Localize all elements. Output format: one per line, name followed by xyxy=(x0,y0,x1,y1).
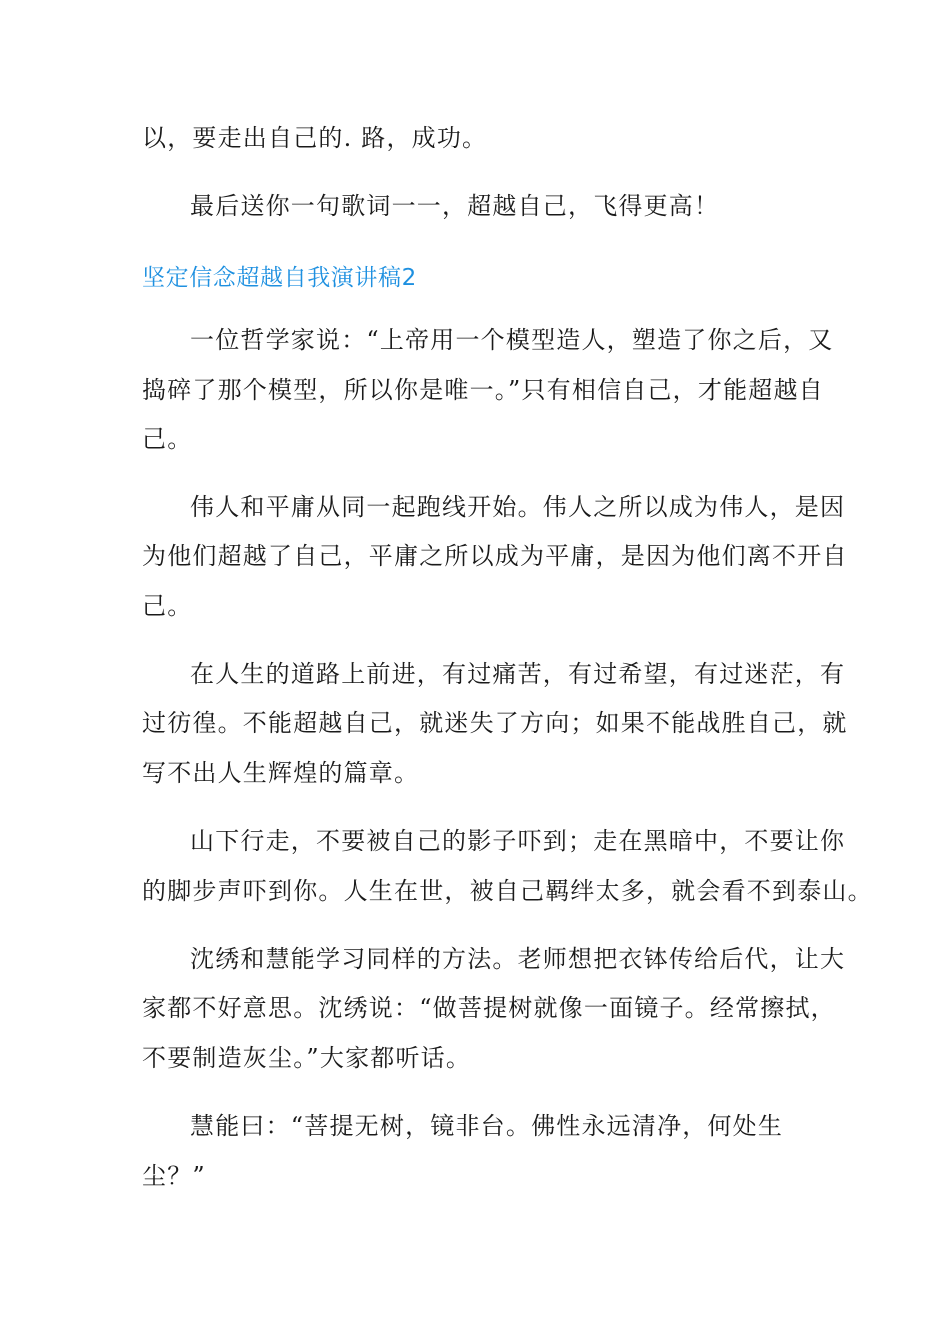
paragraph-line: 慧能曰：“菩提无树，镜非台。佛性永远清净，何处生 xyxy=(190,1112,784,1140)
paragraph-line: 尘？” xyxy=(142,1162,206,1190)
paragraph-line: 过彷徨。不能超越自己，就迷失了方向；如果不能战胜自己，就 xyxy=(142,709,848,737)
paragraph-line: 一位哲学家说：“上帝用一个模型造人，塑造了你之后，又 xyxy=(190,326,834,354)
paragraph-line: 在人生的道路上前进，有过痛苦，有过希望，有过迷茫，有 xyxy=(190,660,846,688)
paragraph-line: 沈绣和慧能学习同样的方法。老师想把衣钵传给后代，让大 xyxy=(190,945,846,973)
paragraph-line: 山下行走，不要被自己的影子吓到；走在黑暗中，不要让你 xyxy=(190,827,846,855)
intro-line: 最后送你一句歌词一一，超越自己，飞得更高！ xyxy=(190,192,720,220)
paragraph-line: 捣碎了那个模型，所以你是唯一。”只有相信自己，才能超越自 xyxy=(142,376,824,404)
paragraph-line: 为他们超越了自己，平庸之所以成为平庸，是因为他们离不开自 xyxy=(142,542,848,570)
paragraph-line: 己。 xyxy=(142,425,193,453)
section-heading: 坚定信念超越自我演讲稿2 xyxy=(142,265,417,291)
paragraph-line: 写不出人生辉煌的篇章。 xyxy=(142,759,420,787)
paragraph-line: 的脚步声吓到你。人生在世，被自己羁绊太多，就会看不到泰山。 xyxy=(142,877,873,905)
intro-line: 以，要走出自己的. 路，成功。 xyxy=(142,124,488,152)
paragraph-line: 己。 xyxy=(142,592,193,620)
paragraph-line: 伟人和平庸从同一起跑线开始。伟人之所以成为伟人，是因 xyxy=(190,493,846,521)
paragraph-line: 不要制造灰尘。”大家都听话。 xyxy=(142,1044,472,1072)
paragraph-line: 家都不好意思。沈绣说：“做菩提树就像一面镜子。经常擦拭， xyxy=(142,994,836,1022)
